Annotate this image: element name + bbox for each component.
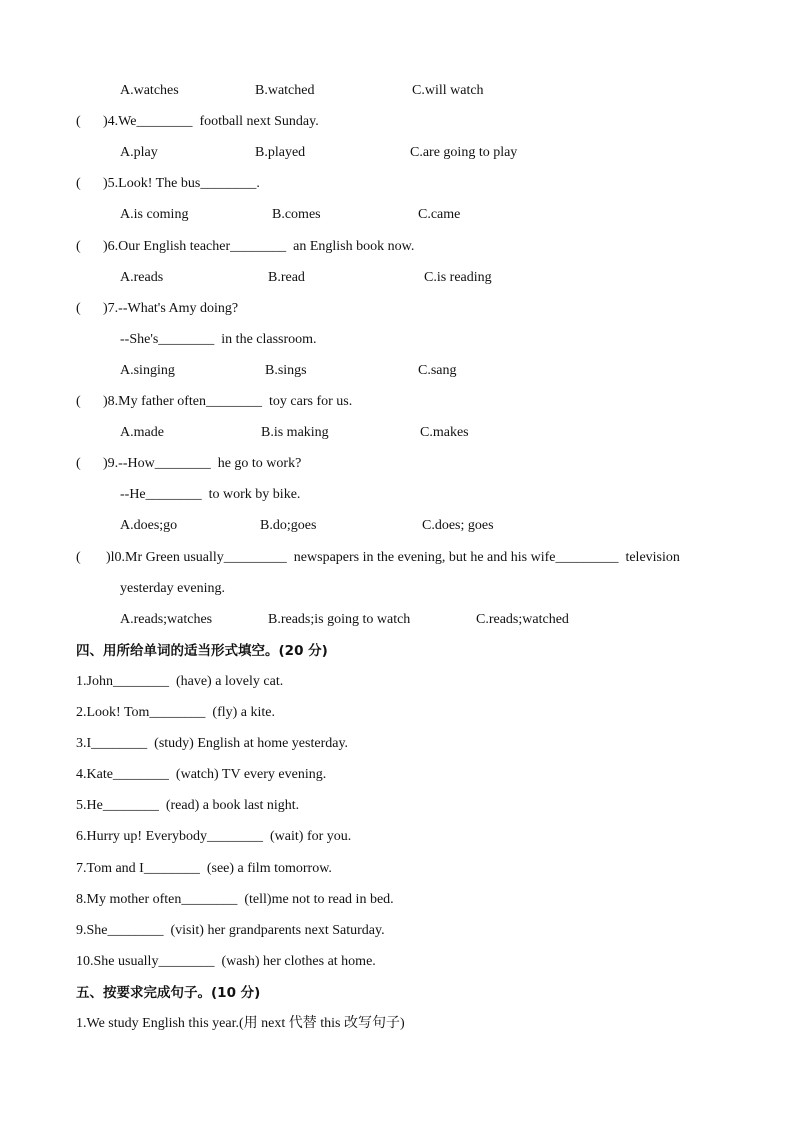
- option-c: C.does; goes: [422, 518, 494, 534]
- section-heading: 四、用所给单词的适当形式填空。(20 分): [76, 642, 328, 659]
- fill-in-item: 6.Hurry up! Everybody________ (wait) for you.: [76, 829, 352, 845]
- question-text: )9.--How________ he go to work?: [103, 456, 302, 472]
- option-c: C.makes: [420, 425, 469, 441]
- option-b: B.sings: [265, 362, 307, 378]
- question-text: )7.--What's Amy doing?: [103, 300, 239, 316]
- option-c: C.sang: [418, 362, 457, 378]
- question-subline: --He________ to work by bike.: [120, 487, 301, 503]
- section-heading: 五、按要求完成句子。(10 分): [76, 984, 261, 1001]
- option-b: B.comes: [272, 207, 321, 223]
- question-text: )4.We________ football next Sunday.: [103, 114, 319, 130]
- fill-in-item: 5.He________ (read) a book last night.: [76, 798, 300, 814]
- question-subline: yesterday evening.: [120, 580, 225, 596]
- option-c: C.came: [418, 207, 461, 223]
- fill-in-item: 2.Look! Tom________ (fly) a kite.: [76, 705, 276, 720]
- option-a: A.made: [120, 425, 164, 441]
- option-b: B.played: [255, 145, 306, 161]
- option-a: A.watches: [120, 83, 179, 98]
- fill-in-item: 1.John________ (have) a lovely cat.: [76, 673, 284, 689]
- answer-bracket: (: [76, 456, 81, 472]
- option-b: B.do;goes: [260, 518, 317, 534]
- fill-in-item: 9.She________ (visit) her grandparents next Saturday.: [76, 922, 385, 938]
- fill-in-item: 8.My mother often________ (tell)me not to read in bed.: [76, 891, 394, 907]
- fill-in-item: 4.Kate________ (watch) TV every evening.: [76, 767, 327, 783]
- option-b: B.watched: [255, 83, 315, 98]
- option-b: B.reads;is going to watch: [268, 611, 411, 627]
- answer-bracket: (: [76, 394, 81, 409]
- answer-bracket: (: [76, 238, 81, 254]
- option-c: C.will watch: [412, 83, 484, 98]
- answer-bracket: (: [76, 300, 81, 316]
- option-c: C.reads;watched: [476, 611, 569, 627]
- option-a: A.reads;watches: [120, 611, 213, 627]
- fill-in-item: 10.She usually________ (wash) her clothes at home.: [76, 953, 376, 969]
- question-text: )8.My father often________ toy cars for us.: [103, 394, 353, 409]
- question-text: )l0.Mr Green usually_________ newspapers in the evening, but he and his wife_________ television: [106, 549, 680, 565]
- question-text: )5.Look! The bus________.: [103, 176, 260, 192]
- fill-in-item: 7.Tom and I________ (see) a film tomorrow.: [76, 860, 332, 876]
- option-b: B.is making: [261, 425, 329, 441]
- option-a: A.reads: [120, 269, 164, 285]
- question-subline: --She's________ in the classroom.: [120, 331, 317, 347]
- fill-in-item: 3.I________ (study) English at home yesterday.: [76, 736, 349, 752]
- answer-bracket: (: [76, 114, 81, 130]
- option-a: A.does;go: [120, 518, 178, 534]
- option-a: A.singing: [120, 362, 175, 378]
- option-c: C.are going to play: [410, 145, 518, 161]
- option-c: C.is reading: [424, 269, 492, 285]
- answer-bracket: (: [76, 549, 81, 565]
- answer-bracket: (: [76, 176, 81, 192]
- question-text: )6.Our English teacher________ an English book now.: [103, 238, 415, 254]
- option-a: A.is coming: [120, 207, 189, 223]
- option-b: B.read: [268, 269, 305, 285]
- option-a: A.play: [120, 145, 158, 161]
- sentence-task: 1.We study English this year.(用 next 代替 this 改写句子): [76, 1016, 405, 1031]
